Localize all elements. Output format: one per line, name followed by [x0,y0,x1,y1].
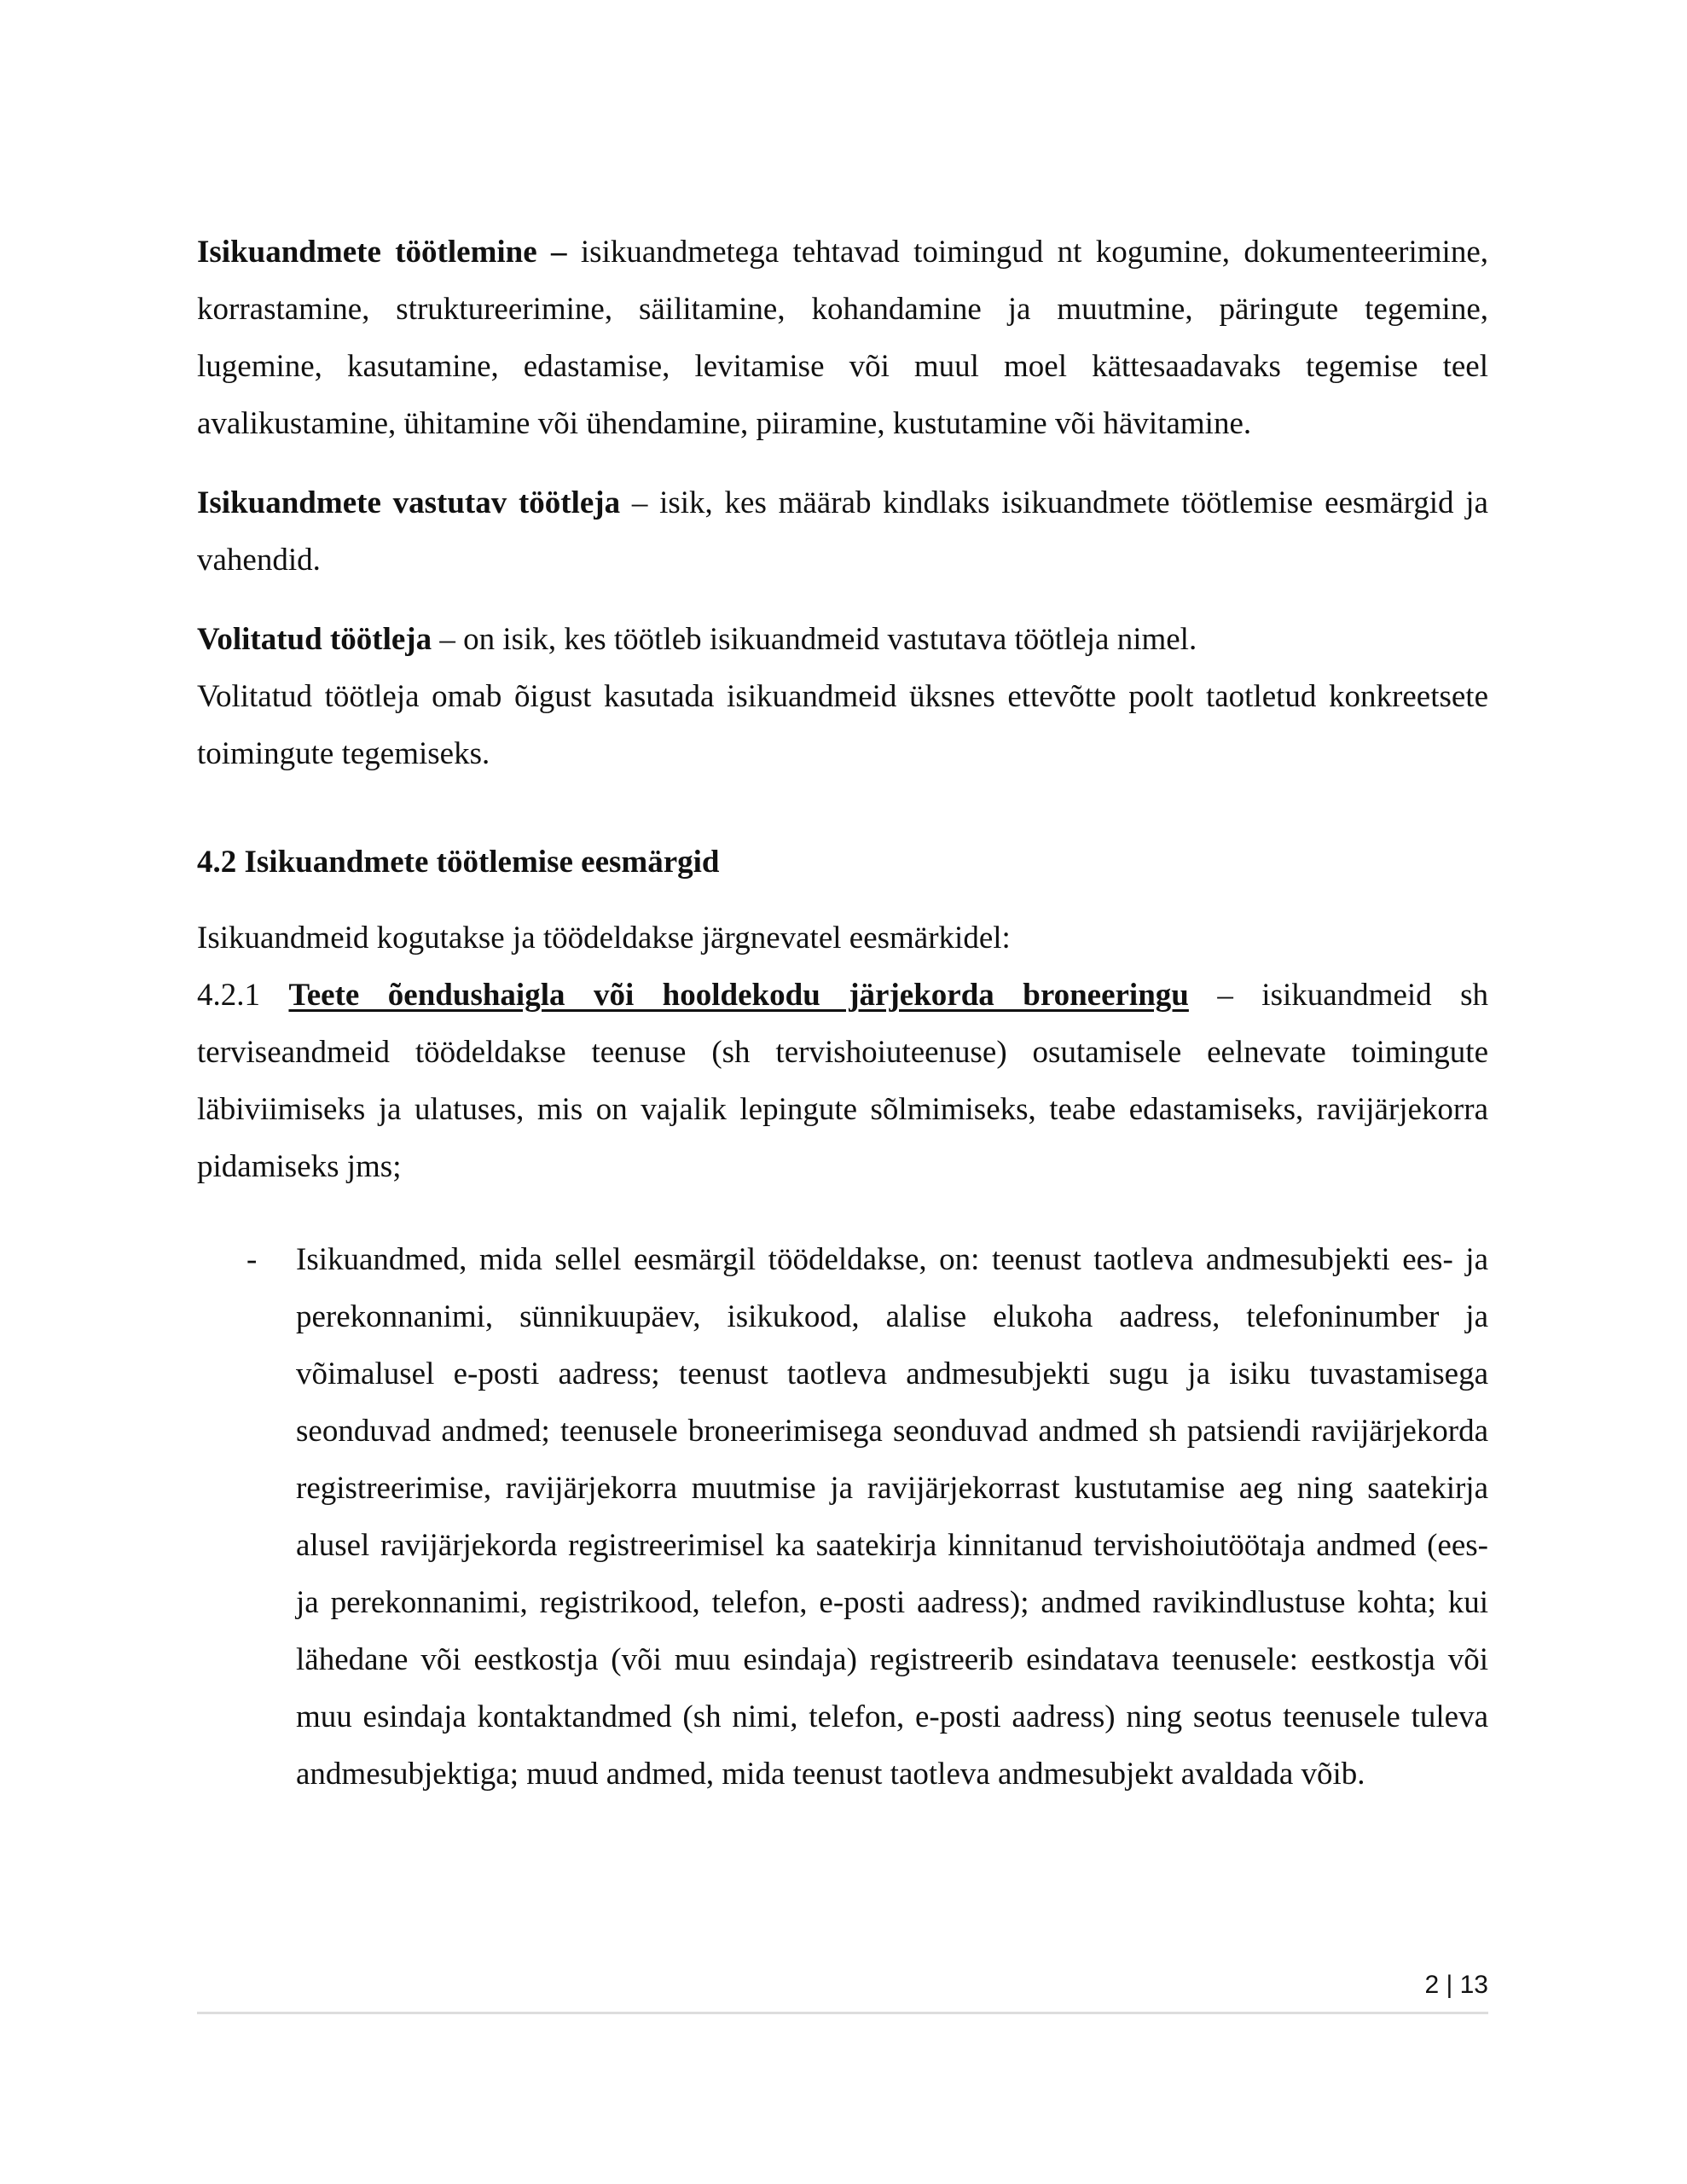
bullet-marker: - [246,1242,258,1277]
page-number: 2 | 13 [1424,1971,1488,1999]
section-intro: Isikuandmeid kogutakse ja töödeldakse järgnevatel eesmärkidel: [197,921,1011,956]
definition-term: Volitatud töötleja [197,622,432,657]
definition-text: isikuandmetega tehtavad toimingud nt kogumine, dokumenteerimine, korrastamine, struktureerimine, säilitamine, kohandamine ja muutmine, päringute tegemine, lugemine, kasutamine, edastamise, levitamise või muul moel kättesaadavaks tegemise teel avalikustamine, ühitamine või ühendamine, piiramine, kustutamine või hävitamine. [197,235,1489,441]
definition-text: – on isik, kes töötleb isikuandmeid vastutava töötleja nimel. [432,622,1197,657]
definition-text: – isik, kes määrab kindlaks isikuandmete töötlemise eesmärgid ja vahendid. [197,485,1488,578]
item-text: – isikuandmeid sh terviseandmeid töödeldakse teenuse (sh tervishoiuteenuse) osutamisele eelnevate toimingute läbiviimiseks ja ulatuses, mis on vajalik lepingute sõlmimiseks, teabe edastamiseks, ravijärjekorra pidamiseks jms; [197,978,1489,1184]
definition-term: Isikuandmete vastutav töötleja [197,485,621,520]
section-heading: 4.2 Isikuandmete töötlemise eesmärgid [197,845,720,880]
definition-processing [197,224,1488,452]
item-number: 4.2.1 [197,978,289,1013]
section-item-4-2-1 [197,967,1488,1195]
list-item: Isikuandmed, mida sellel eesmärgil töödeldakse, on: teenust taotleva andmesubjekti ees- ja perekonnanimi, sünnikuupäev, isikukood, alalise elukoha aadress, telefoninumber ja võimalusel e-posti aadress; teenust taotleva andmesubjekti sugu ja isiku tuvastamisega seonduvad andmed; teenusele broneerimisega seonduvad andmed sh patsiendi ravijärjekorda registreerimise, ravijärjekorra muutmise ja ravijärjekorrast kustutamise aeg ning saatekirja alusel ravijärjekorda registreerimisel ka saatekirja kinnitanud tervishoiutöötaja andmed (ees- ja perekonnanimi, registrikood, telefon, e-posti aadress); andmed ravikindlustuse kohta; kui lähedane või eestkostja (või muu esindaja) registreerib esindatava teenusele: eestkostja või muu esindaja kontaktandmed (sh nimi, telefon, e-posti aadress) ning seotus teenusele tuleva andmesubjektiga; muud andmed, mida teenust taotleva andmesubjekt avaldada võib. [296,1242,1488,1792]
bullet-list [197,1231,1488,1803]
definition-controller [197,474,1488,589]
item-title: Teete õendushaigla või hooldekodu järjekorda broneeringu [288,978,1189,1013]
definition-term: Isikuandmete töötlemine – [197,235,567,270]
page-footer [197,1971,1488,2014]
definition-processor [197,611,1488,668]
definition-processor-extra: Volitatud töötleja omab õigust kasutada isikuandmeid üksnes ettevõtte poolt taotletud konkreetsete toimingute tegemiseks. [197,679,1488,771]
document-page [197,224,1488,1803]
